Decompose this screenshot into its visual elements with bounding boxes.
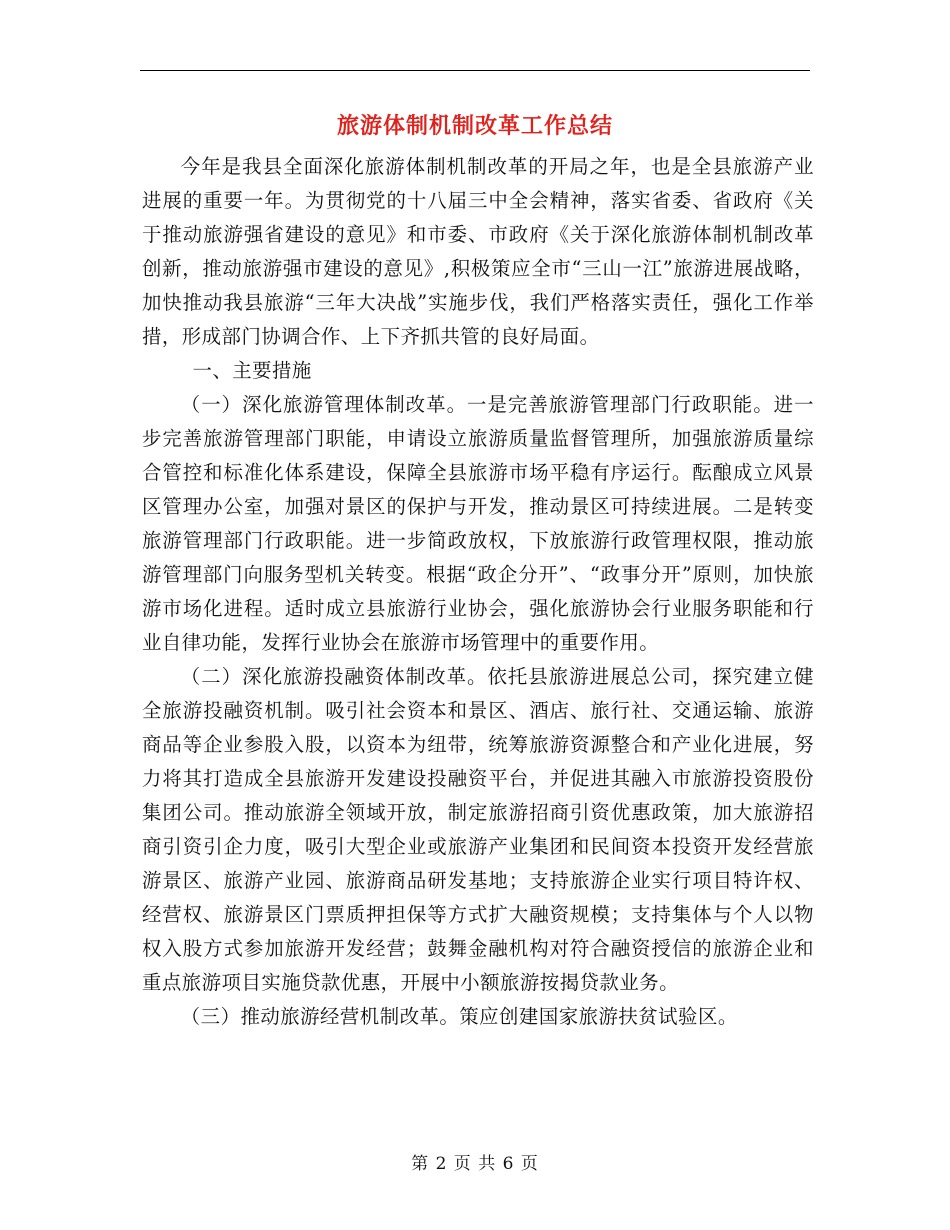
page-number-footer: 第 2 页 共 6 页 bbox=[411, 1154, 539, 1174]
paragraph-management-reform: （一）深化旅游管理体制改革。一是完善旅游管理部门行政职能。进一步完善旅游管理部门职能，申请设立旅游质量监督管理所，加强旅游质量综合管控和标准化体系建设，保障全县旅游市场平稳有序运行。酝酿成立风景区管理办公室，加强对景区的保护与开发，推动景区可持续进展。二是转变旅游管理部门行政职能。进一步简政放权，下放旅游行政管理权限，推动旅游管理部门向服务型机关转变。根据“政企分开”、“政事分开”原则，加快旅游市场化进程。适时成立县旅游行业协会，强化旅游协会行业服务职能和行业自律功能，发挥行业协会在旅游市场管理中的重要作用。 bbox=[142, 393, 814, 654]
paragraph-investment-reform: （二）深化旅游投融资体制改革。依托县旅游进展总公司，探究建立健全旅游投融资机制。吸引社会资本和景区、酒店、旅行社、交通运输、旅游商品等企业参股入股，以资本为纽带，统筹旅游资源整合和产业化进展，努力将其打造成全县旅游开发建设投融资平台，并促进其融入市旅游投资股份集团公司。推动旅游全领域开放，制定旅游招商引资优惠政策，加大旅游招商引资引企力度，吸引大型企业或旅游产业集团和民间资本投资开发经营旅游景区、旅游产业园、旅游商品研发基地；支持旅游企业实行项目特许权、经营权、旅游景区门票质押担保等方式扩大融资规模；支持集体与个人以物权入股方式参加旅游开发经营；鼓舞金融机构对符合融资授信的旅游企业和重点旅游项目实施贷款优惠，开展中小额旅游按揭贷款业务。 bbox=[142, 665, 814, 994]
section-heading-main-measures: 一、主要措施 bbox=[192, 359, 312, 382]
paragraph-operation-reform: （三）推动旅游经营机制改革。策应创建国家旅游扶贫试验区。 bbox=[180, 1005, 738, 1028]
document-body bbox=[142, 150, 814, 1034]
document-title: 旅游体制机制改革工作总结 bbox=[336, 113, 613, 139]
intro-paragraph: 今年是我县全面深化旅游体制机制改革的开局之年，也是全县旅游产业进展的重要一年。为贯彻党的十八届三中全会精神，落实省委、省政府《关于推动旅游强省建设的意见》和市委、市政府《关于深化旅游体制机制改革创新，推动旅游强市建设的意见》,积极策应全市“三山一江”旅游进展战略，加快推动我县旅游“三年大决战”实施步伐，我们严格落实责任，强化工作举措，形成部门协调合作、上下齐抓共管的良好局面。 bbox=[142, 155, 814, 348]
header-rule bbox=[140, 70, 810, 71]
